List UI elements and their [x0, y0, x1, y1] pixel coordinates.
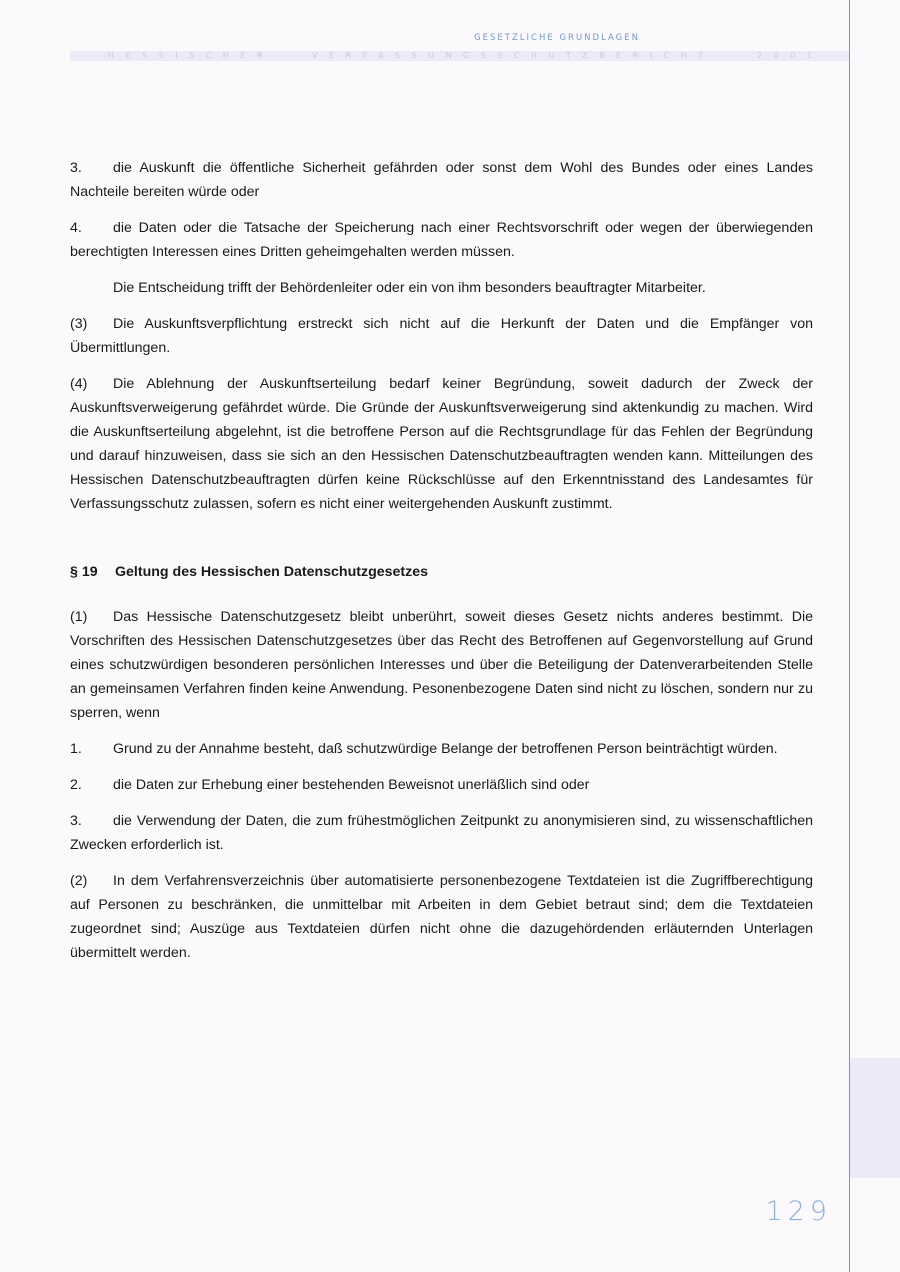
section-title: Geltung des Hessischen Datenschutzgesetzes [115, 564, 429, 580]
paragraph-text: Das Hessische Datenschutzgesetz bleibt unberührt, soweit dieses Gesetz nichts anderes bestimmt. Die Vorschriften des Hessischen Datenschutzgesetzes über das Recht des Betroffenen auf Gegenvorstellung auf Grund eines schutzwürdigen besonderen persönlichen Interesses und über die Beteiligung der Datenverarbeitenden Stelle an gemeinsamen Verfahren finden keine Anwendung. Pesonenbezogene Daten sind nicht zu löschen, sondern nur zu sperren, wenn [70, 609, 813, 721]
item-number: 3. [70, 813, 82, 829]
item-text: Grund zu der Annahme besteht, daß schutzwürdige Belange der betroffenen Person beinträchtigt würden. [113, 741, 778, 757]
section-number: § 19 [70, 564, 98, 580]
page-number: 129 [765, 1196, 832, 1227]
item-text: die Daten oder die Tatsache der Speicherung nach einer Rechtsvorschrift oder wegen der überwiegenden berechtigten Interessen eines Dritten geheimgehalten werden müssen. [70, 220, 813, 260]
paragraph [70, 312, 813, 360]
item-number: 1. [70, 741, 82, 757]
paragraph-text: In dem Verfahrensverzeichnis über automatisierte personenbezogene Textdateien ist die Zugriffberechtigung auf Personen zu beschränken, die unmittelbar mit Arbeiten in dem Gebiet betraut sind; dem die Textdateien zugeordnet sind; Auszüge aus Textdateien dürfen nicht ohne die dazugehördenden erläuternden Unterlagen übermittelt werden. [70, 873, 813, 961]
list-item [70, 216, 813, 264]
paragraph [70, 276, 813, 300]
item-text: die Daten zur Erhebung einer bestehenden Beweisnot unerläßlich sind oder [113, 777, 590, 793]
paragraph [70, 869, 813, 965]
paragraph-number: (3) [70, 316, 88, 332]
thumb-tab [850, 1058, 900, 1178]
running-header-band [70, 51, 849, 61]
running-title-1: HESSISCHER [108, 51, 274, 60]
list-item [70, 773, 813, 797]
paragraph-number: (4) [70, 376, 88, 392]
item-text: die Auskunft die öffentliche Sicherheit gefährden oder sonst dem Wohl des Bundes oder eines Landes Nachteile bereiten würde oder [70, 160, 813, 200]
list-item [70, 737, 813, 761]
paragraph-text: Die Entscheidung trifft der Behördenleiter oder ein von ihm besonders beauftragter Mitarbeiter. [113, 280, 706, 296]
list-item [70, 809, 813, 857]
paragraph-text: Die Ablehnung der Auskunftserteilung bedarf keiner Begründung, soweit dadurch der Zweck der Auskunftsverweigerung gefährdet würde. Die Gründe der Auskunftsverweigerung sind aktenkundig zu machen. Wird die Auskunftserteilung abgelehnt, ist die betroffene Person auf die Rechtsgrundlage für das Fehlen der Begründung und darauf hinzuweisen, dass sie sich an den Hessischen Datenschutzbeauftragten wenden kann. Mitteilungen des Hessischen Datenschutzbeauftragten dürfen keine Rückschlüsse auf den Erkenntnisstand des Landesamtes für Verfassungsschutz zulassen, sofern es nicht einer weitergehenden Auskunft zustimmt. [70, 376, 813, 512]
item-text: die Verwendung der Daten, die zum frühestmöglichen Zeitpunkt zu anonymisieren sind, zu wissenschaftlichen Zwecken erforderlich ist. [70, 813, 813, 853]
paragraph-text: Die Auskunftsverpflichtung erstreckt sich nicht auf die Herkunft der Daten und die Empfänger von Übermittlungen. [70, 316, 813, 356]
section-heading [70, 560, 813, 584]
paragraph-number: (1) [70, 609, 88, 625]
item-number: 2. [70, 777, 82, 793]
document-body [70, 156, 813, 977]
paragraph [70, 605, 813, 725]
item-number: 3. [70, 160, 82, 176]
item-number: 4. [70, 220, 82, 236]
paragraph [70, 372, 813, 516]
paragraph-number: (2) [70, 873, 88, 889]
running-title-2: VERFASSUNGSSCHUTZBERICHT [312, 51, 715, 60]
list-item [70, 156, 813, 204]
running-title-3: 2001 [757, 51, 824, 60]
section-label: GESETZLICHE GRUNDLAGEN [474, 33, 640, 43]
